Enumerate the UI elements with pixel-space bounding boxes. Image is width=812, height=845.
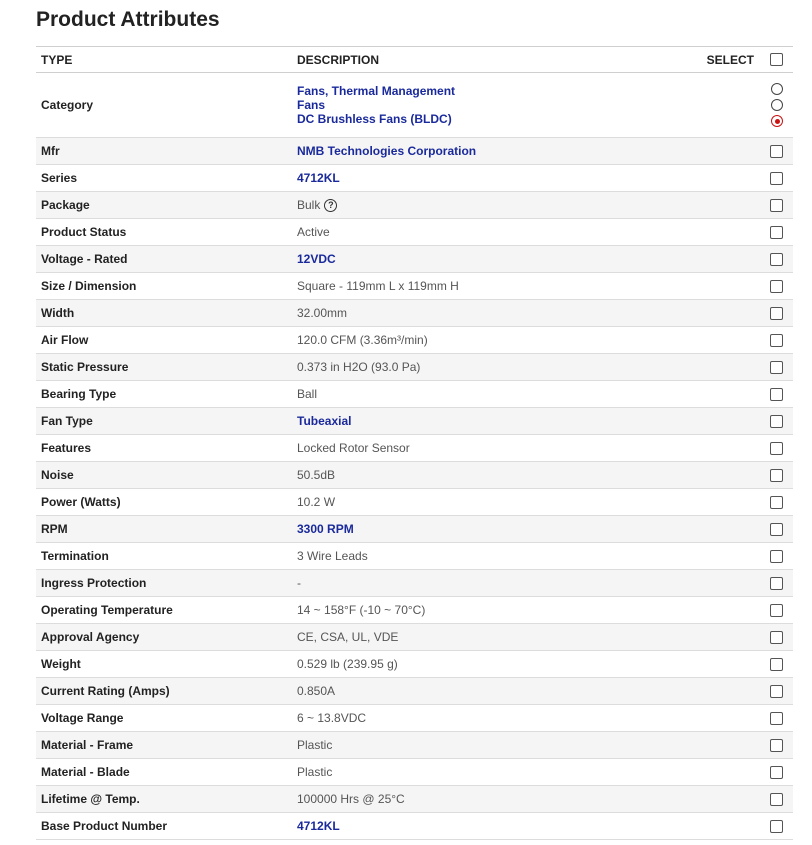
category-radio[interactable] — [771, 99, 783, 111]
row-value-link[interactable]: Tubeaxial — [297, 414, 352, 428]
row-value: CE, CSA, UL, VDE — [297, 630, 399, 644]
row-label: Fan Type — [41, 414, 93, 428]
row-checkbox[interactable] — [770, 334, 783, 347]
row-value-cell — [292, 354, 700, 381]
row-select — [700, 192, 793, 219]
row-select — [700, 516, 793, 543]
row-checkbox[interactable] — [770, 550, 783, 563]
help-icon[interactable]: ? — [324, 199, 337, 212]
row-value: Locked Rotor Sensor — [297, 441, 410, 455]
header-select-label: SELECT — [706, 52, 754, 67]
row-value-cell — [292, 327, 700, 354]
row-value-cell — [292, 651, 700, 678]
category-link[interactable]: Fans — [297, 98, 326, 112]
row-label: Lifetime @ Temp. — [41, 792, 140, 806]
row-select — [700, 219, 793, 246]
row-label: Size / Dimension — [41, 279, 137, 293]
row-value-cell — [292, 381, 700, 408]
table-row — [36, 516, 793, 543]
row-label: Material - Blade — [41, 765, 130, 779]
table-row — [36, 327, 793, 354]
row-value-link[interactable]: 3300 RPM — [297, 522, 354, 536]
table-row — [36, 624, 793, 651]
row-checkbox[interactable] — [770, 496, 783, 509]
row-label: Weight — [41, 657, 81, 671]
row-checkbox[interactable] — [770, 226, 783, 239]
row-select — [700, 435, 793, 462]
row-label: Current Rating (Amps) — [41, 684, 170, 698]
table-row — [36, 489, 793, 516]
row-select — [700, 624, 793, 651]
row-label: Noise — [41, 468, 74, 482]
table-row — [36, 759, 793, 786]
row-select — [700, 813, 793, 840]
row-label: Power (Watts) — [41, 495, 121, 509]
row-value-cell — [292, 138, 700, 165]
row-select — [700, 165, 793, 192]
row-select — [700, 678, 793, 705]
row-label: Operating Temperature — [41, 603, 173, 617]
table-row — [36, 219, 793, 246]
row-value-cell — [292, 462, 700, 489]
row-value-link[interactable]: NMB Technologies Corporation — [297, 144, 477, 158]
row-value-cell — [292, 489, 700, 516]
table-row — [36, 597, 793, 624]
row-label: Static Pressure — [41, 360, 129, 374]
row-checkbox[interactable] — [770, 469, 783, 482]
row-select — [700, 327, 793, 354]
row-select — [700, 273, 793, 300]
row-checkbox[interactable] — [770, 604, 783, 617]
table-row — [36, 273, 793, 300]
row-value: - — [297, 576, 301, 590]
header-select — [700, 47, 793, 73]
row-value-link[interactable]: 4712KL — [297, 819, 340, 833]
row-value-cell — [292, 165, 700, 192]
row-checkbox[interactable] — [770, 145, 783, 158]
row-value: Bulk — [297, 197, 321, 212]
row-value: Plastic — [297, 765, 333, 779]
row-checkbox[interactable] — [770, 577, 783, 590]
row-value: 120.0 CFM (3.36m³/min) — [297, 333, 428, 347]
row-value-cell — [292, 408, 700, 435]
row-value-cell — [292, 705, 700, 732]
table-header-row — [36, 47, 793, 73]
row-checkbox[interactable] — [770, 307, 783, 320]
row-checkbox[interactable] — [770, 442, 783, 455]
row-value-cell — [292, 192, 700, 219]
row-value-cell — [292, 300, 700, 327]
row-value: 100000 Hrs @ 25°C — [297, 792, 405, 806]
table-row — [36, 192, 793, 219]
page-title: Product Attributes — [36, 8, 220, 31]
row-value-cell — [292, 570, 700, 597]
row-select — [700, 246, 793, 273]
table-row — [36, 732, 793, 759]
row-value: Active — [297, 225, 330, 239]
header-description: DESCRIPTION — [292, 47, 700, 73]
row-label: Approval Agency — [41, 630, 140, 644]
row-value: 6 ~ 13.8VDC — [297, 711, 367, 725]
category-link[interactable]: DC Brushless Fans (BLDC) — [297, 112, 452, 126]
row-label: Features — [41, 441, 92, 455]
category-select — [700, 73, 793, 138]
row-checkbox[interactable] — [770, 739, 783, 752]
table-row — [36, 138, 793, 165]
row-label: Air Flow — [41, 333, 89, 347]
row-checkbox[interactable] — [770, 361, 783, 374]
row-checkbox[interactable] — [770, 388, 783, 401]
table-row — [36, 786, 793, 813]
table-row — [36, 678, 793, 705]
row-checkbox[interactable] — [770, 631, 783, 644]
row-select — [700, 570, 793, 597]
row-select — [700, 489, 793, 516]
row-label: Ingress Protection — [41, 576, 147, 590]
row-value-cell — [292, 435, 700, 462]
row-value: Ball — [297, 387, 318, 401]
row-label: Category — [41, 98, 94, 112]
table-row — [36, 435, 793, 462]
category-values — [292, 73, 700, 138]
category-link[interactable]: Fans, Thermal Management — [297, 84, 456, 98]
row-checkbox[interactable] — [770, 172, 783, 185]
table-row — [36, 408, 793, 435]
row-value: Square - 119mm L x 119mm H — [297, 279, 459, 293]
row-checkbox[interactable] — [770, 199, 783, 212]
row-checkbox[interactable] — [770, 712, 783, 725]
table-row — [36, 813, 793, 840]
row-value: 10.2 W — [297, 495, 336, 509]
row-label: Bearing Type — [41, 387, 117, 401]
row-select — [700, 354, 793, 381]
category-radio[interactable] — [771, 115, 783, 127]
row-value-cell — [292, 543, 700, 570]
row-value-cell — [292, 516, 700, 543]
table-row — [36, 354, 793, 381]
row-value-cell — [292, 759, 700, 786]
row-label: Material - Frame — [41, 738, 134, 752]
row-select — [700, 408, 793, 435]
row-value-cell — [292, 219, 700, 246]
row-select — [700, 786, 793, 813]
row-value-cell — [292, 813, 700, 840]
row-value: 0.373 in H2O (93.0 Pa) — [297, 360, 421, 374]
category-radio[interactable] — [771, 83, 783, 95]
row-label: Width — [41, 306, 75, 320]
attributes-table — [36, 46, 793, 840]
table-row — [36, 165, 793, 192]
row-label: Voltage - Rated — [41, 252, 128, 266]
row-select — [700, 732, 793, 759]
row-value-cell — [292, 786, 700, 813]
row-label: RPM — [41, 522, 68, 536]
row-select — [700, 705, 793, 732]
row-label: Voltage Range — [41, 711, 124, 725]
table-row — [36, 246, 793, 273]
row-checkbox[interactable] — [770, 658, 783, 671]
row-checkbox[interactable] — [770, 766, 783, 779]
row-value-cell — [292, 732, 700, 759]
table-row — [36, 705, 793, 732]
row-label: Mfr — [41, 144, 60, 158]
row-label: Termination — [41, 549, 109, 563]
table-row — [36, 381, 793, 408]
row-select — [700, 597, 793, 624]
table-row — [36, 651, 793, 678]
row-value: 14 ~ 158°F (-10 ~ 70°C) — [297, 603, 426, 617]
row-select — [700, 462, 793, 489]
row-checkbox[interactable] — [770, 253, 783, 266]
row-value-cell — [292, 624, 700, 651]
row-checkbox[interactable] — [770, 820, 783, 833]
row-value-cell — [292, 597, 700, 624]
row-checkbox[interactable] — [770, 415, 783, 428]
row-value: 3 Wire Leads — [297, 549, 368, 563]
row-select — [700, 300, 793, 327]
row-checkbox[interactable] — [770, 793, 783, 806]
row-select — [700, 138, 793, 165]
row-value: 32.00mm — [297, 306, 348, 320]
row-label: Package — [41, 198, 90, 212]
row-label: Base Product Number — [41, 819, 168, 833]
row-select — [700, 651, 793, 678]
row-checkbox[interactable] — [770, 685, 783, 698]
row-value: 0.529 lb (239.95 g) — [297, 657, 398, 671]
row-value-link[interactable]: 4712KL — [297, 171, 340, 185]
row-value-link[interactable]: 12VDC — [297, 252, 336, 266]
table-row — [36, 543, 793, 570]
select-all-checkbox[interactable] — [770, 53, 783, 66]
header-type: TYPE — [36, 47, 292, 73]
row-select — [700, 543, 793, 570]
row-checkbox[interactable] — [770, 280, 783, 293]
row-value: 0.850A — [297, 684, 336, 698]
row-select — [700, 759, 793, 786]
table-row-category — [36, 73, 793, 138]
row-label: Series — [41, 171, 78, 185]
row-value: 50.5dB — [297, 468, 336, 482]
row-value-cell — [292, 246, 700, 273]
category-radio-group — [771, 83, 783, 127]
row-select — [700, 381, 793, 408]
table-row — [36, 462, 793, 489]
row-label: Product Status — [41, 225, 127, 239]
row-value-cell — [292, 678, 700, 705]
table-row — [36, 570, 793, 597]
row-checkbox[interactable] — [770, 523, 783, 536]
row-value-cell — [292, 273, 700, 300]
table-row — [36, 300, 793, 327]
row-value: Plastic — [297, 738, 333, 752]
